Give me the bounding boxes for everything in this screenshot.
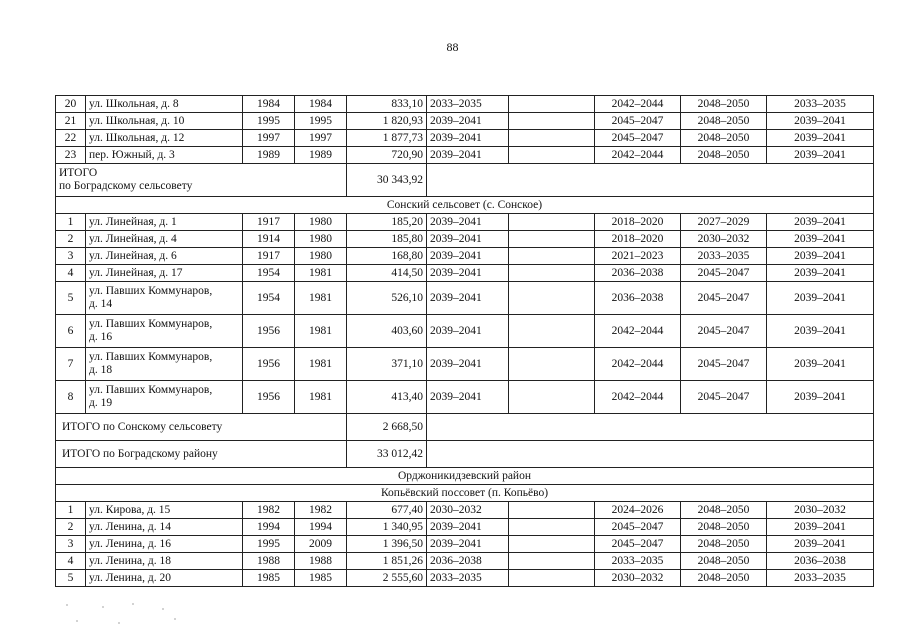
cell-n: 5: [56, 570, 86, 587]
cell-p1: 2036–2038: [427, 553, 509, 570]
cell-n: 20: [56, 96, 86, 113]
total-value: 2 668,50: [347, 414, 427, 441]
cell-p4: 2048–2050: [681, 553, 767, 570]
cell-p2: [509, 348, 595, 381]
cell-p1: 2039–2041: [427, 348, 509, 381]
bogrady-rows: [56, 96, 874, 164]
cell-n: 4: [56, 265, 86, 282]
cell-p2: [509, 502, 595, 519]
cell-p5: 2039–2041: [767, 536, 874, 553]
cell-p5: 2036–2038: [767, 553, 874, 570]
cell-p4: 2048–2050: [681, 113, 767, 130]
cell-y2: 1980: [295, 248, 347, 265]
cell-n: 22: [56, 130, 86, 147]
cell-p5: 2039–2041: [767, 381, 874, 414]
empty-cell: [427, 414, 874, 441]
cell-area: 677,40: [347, 502, 427, 519]
cell-p1: 2030–2032: [427, 502, 509, 519]
empty-cell: [427, 441, 874, 468]
cell-p4: 2045–2047: [681, 381, 767, 414]
cell-y1: 1994: [243, 519, 295, 536]
cell-y1: 1954: [243, 265, 295, 282]
bogrady-total: [56, 164, 874, 214]
table-row: [56, 381, 874, 414]
cell-p3: 2036–2038: [595, 265, 681, 282]
cell-y2: 1988: [295, 553, 347, 570]
cell-p5: 2039–2041: [767, 113, 874, 130]
cell-p3: 2033–2035: [595, 553, 681, 570]
cell-p4: 2048–2050: [681, 536, 767, 553]
cell-addr: ул. Ленина, д. 20: [86, 570, 243, 587]
cell-p2: [509, 147, 595, 164]
cell-addr: ул. Школьная, д. 8: [86, 96, 243, 113]
cell-p4: 2048–2050: [681, 570, 767, 587]
cell-p3: 2045–2047: [595, 536, 681, 553]
cell-n: 7: [56, 348, 86, 381]
cell-p3: 2042–2044: [595, 147, 681, 164]
sonskoe-rows-wrapped: [56, 282, 874, 414]
cell-y1: 1995: [243, 113, 295, 130]
cell-p1: 2039–2041: [427, 282, 509, 315]
table-row: [56, 315, 874, 348]
cell-addr: ул. Павших Коммунаров, д. 16: [86, 315, 243, 348]
cell-n: 2: [56, 231, 86, 248]
cell-area: 526,10: [347, 282, 427, 315]
cell-p3: 2045–2047: [595, 519, 681, 536]
cell-p5: 2039–2041: [767, 265, 874, 282]
total-label: ИТОГО по Боградскому сельсовету: [56, 164, 347, 197]
cell-p5: 2033–2035: [767, 570, 874, 587]
cell-y2: 1980: [295, 214, 347, 231]
total-value: 30 343,92: [347, 164, 427, 197]
cell-n: 1: [56, 502, 86, 519]
cell-y2: 1981: [295, 265, 347, 282]
cell-p3: 2045–2047: [595, 130, 681, 147]
cell-addr: ул. Павших Коммунаров, д. 14: [86, 282, 243, 315]
cell-p5: 2039–2041: [767, 315, 874, 348]
cell-p4: 2045–2047: [681, 265, 767, 282]
table-row: [56, 214, 874, 231]
table-row: [56, 231, 874, 248]
cell-p1: 2039–2041: [427, 248, 509, 265]
table-row: [56, 96, 874, 113]
table-row: [56, 519, 874, 536]
table-row: [56, 553, 874, 570]
cell-p3: 2030–2032: [595, 570, 681, 587]
cell-area: 185,80: [347, 231, 427, 248]
cell-area: 2 555,60: [347, 570, 427, 587]
cell-p3: 2042–2044: [595, 381, 681, 414]
cell-p1: 2033–2035: [427, 570, 509, 587]
section-header: Сонский сельсовет (с. Сонское): [56, 197, 874, 214]
cell-area: 1 851,26: [347, 553, 427, 570]
table-row: [56, 502, 874, 519]
cell-p4: 2048–2050: [681, 519, 767, 536]
cell-p4: 2048–2050: [681, 96, 767, 113]
cell-p1: 2039–2041: [427, 130, 509, 147]
cell-p3: 2018–2020: [595, 214, 681, 231]
cell-n: 5: [56, 282, 86, 315]
cell-p2: [509, 570, 595, 587]
cell-area: 413,40: [347, 381, 427, 414]
cell-p1: 2039–2041: [427, 381, 509, 414]
cell-y1: 1914: [243, 231, 295, 248]
table-row: [56, 282, 874, 315]
cell-area: 371,10: [347, 348, 427, 381]
cell-addr: пер. Южный, д. 3: [86, 147, 243, 164]
sonskoe-rows: [56, 214, 874, 282]
cell-p4: 2048–2050: [681, 147, 767, 164]
cell-area: 720,90: [347, 147, 427, 164]
cell-n: 8: [56, 381, 86, 414]
cell-area: 1 396,50: [347, 536, 427, 553]
cell-addr: ул. Линейная, д. 17: [86, 265, 243, 282]
cell-y1: 1956: [243, 348, 295, 381]
cell-area: 1 820,93: [347, 113, 427, 130]
cell-p4: 2033–2035: [681, 248, 767, 265]
cell-p2: [509, 315, 595, 348]
cell-addr: ул. Павших Коммунаров, д. 19: [86, 381, 243, 414]
cell-y2: 1981: [295, 348, 347, 381]
cell-p1: 2039–2041: [427, 214, 509, 231]
cell-p1: 2039–2041: [427, 231, 509, 248]
cell-p1: 2039–2041: [427, 147, 509, 164]
cell-area: 1 340,95: [347, 519, 427, 536]
empty-cell: [427, 164, 874, 197]
section-header: Копьёвский поссовет (п. Копьёво): [56, 485, 874, 502]
cell-n: 21: [56, 113, 86, 130]
cell-y2: 1982: [295, 502, 347, 519]
cell-y2: 1981: [295, 315, 347, 348]
table-row: [56, 570, 874, 587]
cell-y1: 1956: [243, 381, 295, 414]
cell-addr: ул. Павших Коммунаров, д. 18: [86, 348, 243, 381]
page-number: 88: [446, 40, 459, 54]
cell-y1: 1995: [243, 536, 295, 553]
cell-p3: 2045–2047: [595, 113, 681, 130]
cell-p4: 2045–2047: [681, 315, 767, 348]
housing-repair-table: [55, 95, 874, 587]
cell-n: 1: [56, 214, 86, 231]
cell-p3: 2042–2044: [595, 315, 681, 348]
cell-y2: 1984: [295, 96, 347, 113]
cell-y2: 1997: [295, 130, 347, 147]
cell-y1: 1985: [243, 570, 295, 587]
cell-addr: ул. Линейная, д. 1: [86, 214, 243, 231]
cell-area: 168,80: [347, 248, 427, 265]
scan-noise: [62, 600, 180, 630]
cell-y2: 1981: [295, 381, 347, 414]
cell-addr: ул. Кирова, д. 15: [86, 502, 243, 519]
cell-p2: [509, 113, 595, 130]
cell-addr: ул. Ленина, д. 14: [86, 519, 243, 536]
cell-p4: 2048–2050: [681, 502, 767, 519]
cell-y2: 1985: [295, 570, 347, 587]
table-row: [56, 130, 874, 147]
cell-n: 4: [56, 553, 86, 570]
cell-p2: [509, 381, 595, 414]
cell-y1: 1997: [243, 130, 295, 147]
cell-p2: [509, 248, 595, 265]
cell-addr: ул. Ленина, д. 16: [86, 536, 243, 553]
cell-y2: 1994: [295, 519, 347, 536]
kopyevo-rows: [56, 502, 874, 587]
cell-n: 2: [56, 519, 86, 536]
total-value: 33 012,42: [347, 441, 427, 468]
cell-addr: ул. Линейная, д. 6: [86, 248, 243, 265]
cell-p3: 2036–2038: [595, 282, 681, 315]
cell-p1: 2039–2041: [427, 265, 509, 282]
cell-addr: ул. Ленина, д. 18: [86, 553, 243, 570]
cell-n: 6: [56, 315, 86, 348]
cell-p1: 2039–2041: [427, 315, 509, 348]
cell-p2: [509, 536, 595, 553]
cell-p5: 2030–2032: [767, 502, 874, 519]
cell-y1: 1956: [243, 315, 295, 348]
cell-addr: ул. Школьная, д. 10: [86, 113, 243, 130]
cell-p2: [509, 553, 595, 570]
cell-p2: [509, 265, 595, 282]
total-label: ИТОГО по Боградскому району: [56, 441, 347, 468]
cell-p5: 2033–2035: [767, 96, 874, 113]
cell-p5: 2039–2041: [767, 214, 874, 231]
section-header: Орджоникидзевский район: [56, 468, 874, 485]
cell-y2: 1989: [295, 147, 347, 164]
cell-p1: 2039–2041: [427, 536, 509, 553]
cell-n: 3: [56, 248, 86, 265]
cell-y1: 1984: [243, 96, 295, 113]
cell-p5: 2039–2041: [767, 348, 874, 381]
cell-p1: 2039–2041: [427, 519, 509, 536]
cell-p3: 2042–2044: [595, 348, 681, 381]
cell-y1: 1982: [243, 502, 295, 519]
cell-p1: 2039–2041: [427, 113, 509, 130]
cell-p5: 2039–2041: [767, 519, 874, 536]
cell-n: 23: [56, 147, 86, 164]
cell-area: 403,60: [347, 315, 427, 348]
table-row: [56, 248, 874, 265]
cell-addr: ул. Линейная, д. 4: [86, 231, 243, 248]
cell-y1: 1954: [243, 282, 295, 315]
table-row: [56, 348, 874, 381]
cell-p4: 2045–2047: [681, 282, 767, 315]
cell-y1: 1917: [243, 214, 295, 231]
cell-p4: 2030–2032: [681, 231, 767, 248]
cell-p2: [509, 130, 595, 147]
cell-y2: 1981: [295, 282, 347, 315]
cell-p3: 2024–2026: [595, 502, 681, 519]
cell-p5: 2039–2041: [767, 248, 874, 265]
cell-p5: 2039–2041: [767, 130, 874, 147]
table-row: [56, 265, 874, 282]
cell-p3: 2042–2044: [595, 96, 681, 113]
cell-y2: 1980: [295, 231, 347, 248]
cell-n: 3: [56, 536, 86, 553]
cell-y2: 2009: [295, 536, 347, 553]
cell-area: 833,10: [347, 96, 427, 113]
table-row: [56, 113, 874, 130]
cell-p2: [509, 214, 595, 231]
sonskoe-totals: [56, 414, 874, 502]
cell-p2: [509, 519, 595, 536]
cell-y1: 1917: [243, 248, 295, 265]
cell-p5: 2039–2041: [767, 282, 874, 315]
cell-p2: [509, 282, 595, 315]
cell-area: 185,20: [347, 214, 427, 231]
cell-p5: 2039–2041: [767, 147, 874, 164]
cell-y2: 1995: [295, 113, 347, 130]
cell-p5: 2039–2041: [767, 231, 874, 248]
cell-p2: [509, 231, 595, 248]
cell-p1: 2033–2035: [427, 96, 509, 113]
table-row: [56, 536, 874, 553]
cell-p2: [509, 96, 595, 113]
cell-y1: 1988: [243, 553, 295, 570]
cell-p4: 2045–2047: [681, 348, 767, 381]
cell-area: 414,50: [347, 265, 427, 282]
cell-p4: 2048–2050: [681, 130, 767, 147]
cell-p3: 2018–2020: [595, 231, 681, 248]
cell-addr: ул. Школьная, д. 12: [86, 130, 243, 147]
table-row: [56, 147, 874, 164]
cell-p4: 2027–2029: [681, 214, 767, 231]
total-label: ИТОГО по Сонскому сельсовету: [56, 414, 347, 441]
cell-p3: 2021–2023: [595, 248, 681, 265]
cell-area: 1 877,73: [347, 130, 427, 147]
cell-y1: 1989: [243, 147, 295, 164]
